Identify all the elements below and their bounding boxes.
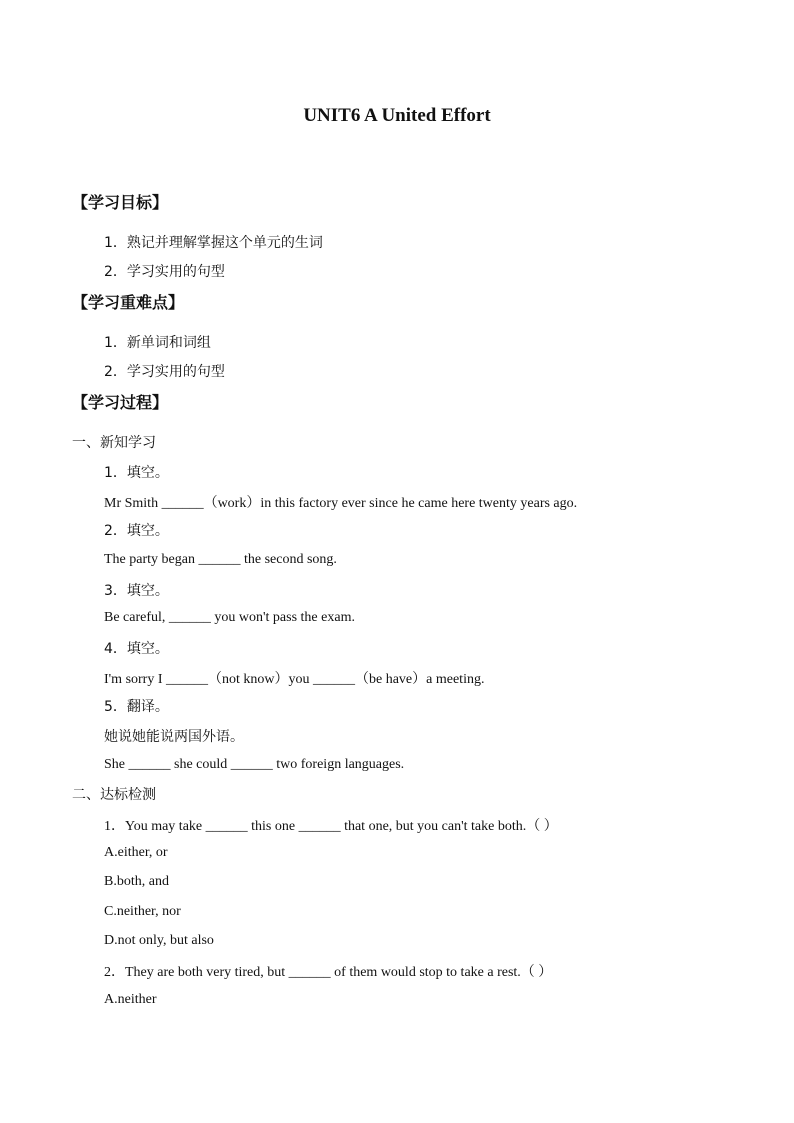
test-question-2-option-a: A.neither bbox=[104, 992, 157, 1007]
page-title: UNIT6 A United Effort bbox=[303, 105, 491, 126]
test-question-2-text: 2．They are both very tired, but ______ of them would stop to take a rest.（ ） bbox=[104, 965, 553, 980]
key-point-item-1: 1．新单词和词组 bbox=[104, 335, 211, 351]
process-heading: 【学习过程】 bbox=[72, 393, 169, 412]
test-question-1-option-b: B.both, and bbox=[104, 874, 169, 889]
test-question-1-option-d: D.not only, but also bbox=[104, 933, 214, 948]
question-5-label: 5．翻译。 bbox=[104, 699, 169, 715]
question-2-label: 2．填空。 bbox=[104, 523, 169, 539]
question-2-text: The party began ______ the second song. bbox=[104, 552, 337, 567]
test-question-1-option-c: C.neither, nor bbox=[104, 904, 181, 919]
test-question-1-option-a: A.either, or bbox=[104, 845, 168, 860]
objectives-heading: 【学习目标】 bbox=[72, 193, 169, 212]
test-question-1-text: 1．You may take ______ this one ______ that one, but you can't take both.（ ） bbox=[104, 819, 558, 834]
section-1-title: 一、新知学习 bbox=[72, 435, 156, 451]
question-1-label: 1．填空。 bbox=[104, 465, 169, 481]
objective-item-2: 2．学习实用的句型 bbox=[104, 264, 225, 280]
question-1-text: Mr Smith ______（work）in this factory ever since he came here twenty years ago. bbox=[104, 496, 578, 511]
question-4-label: 4．填空。 bbox=[104, 641, 169, 657]
question-4-text: I'm sorry I ______（not know）you ______（be have）a meeting. bbox=[104, 672, 485, 687]
objective-item-1: 1．熟记并理解掌握这个单元的生词 bbox=[104, 235, 323, 251]
question-3-text: Be careful, ______ you won't pass the exam. bbox=[104, 610, 355, 625]
question-5-chinese: 她说她能说两国外语。 bbox=[104, 729, 244, 745]
key-point-item-2: 2．学习实用的句型 bbox=[104, 364, 225, 380]
key-points-heading: 【学习重难点】 bbox=[72, 293, 185, 312]
question-3-label: 3．填空。 bbox=[104, 583, 169, 599]
section-2-title: 二、达标检测 bbox=[72, 787, 156, 803]
question-5-text: She ______ she could ______ two foreign languages. bbox=[104, 757, 405, 772]
